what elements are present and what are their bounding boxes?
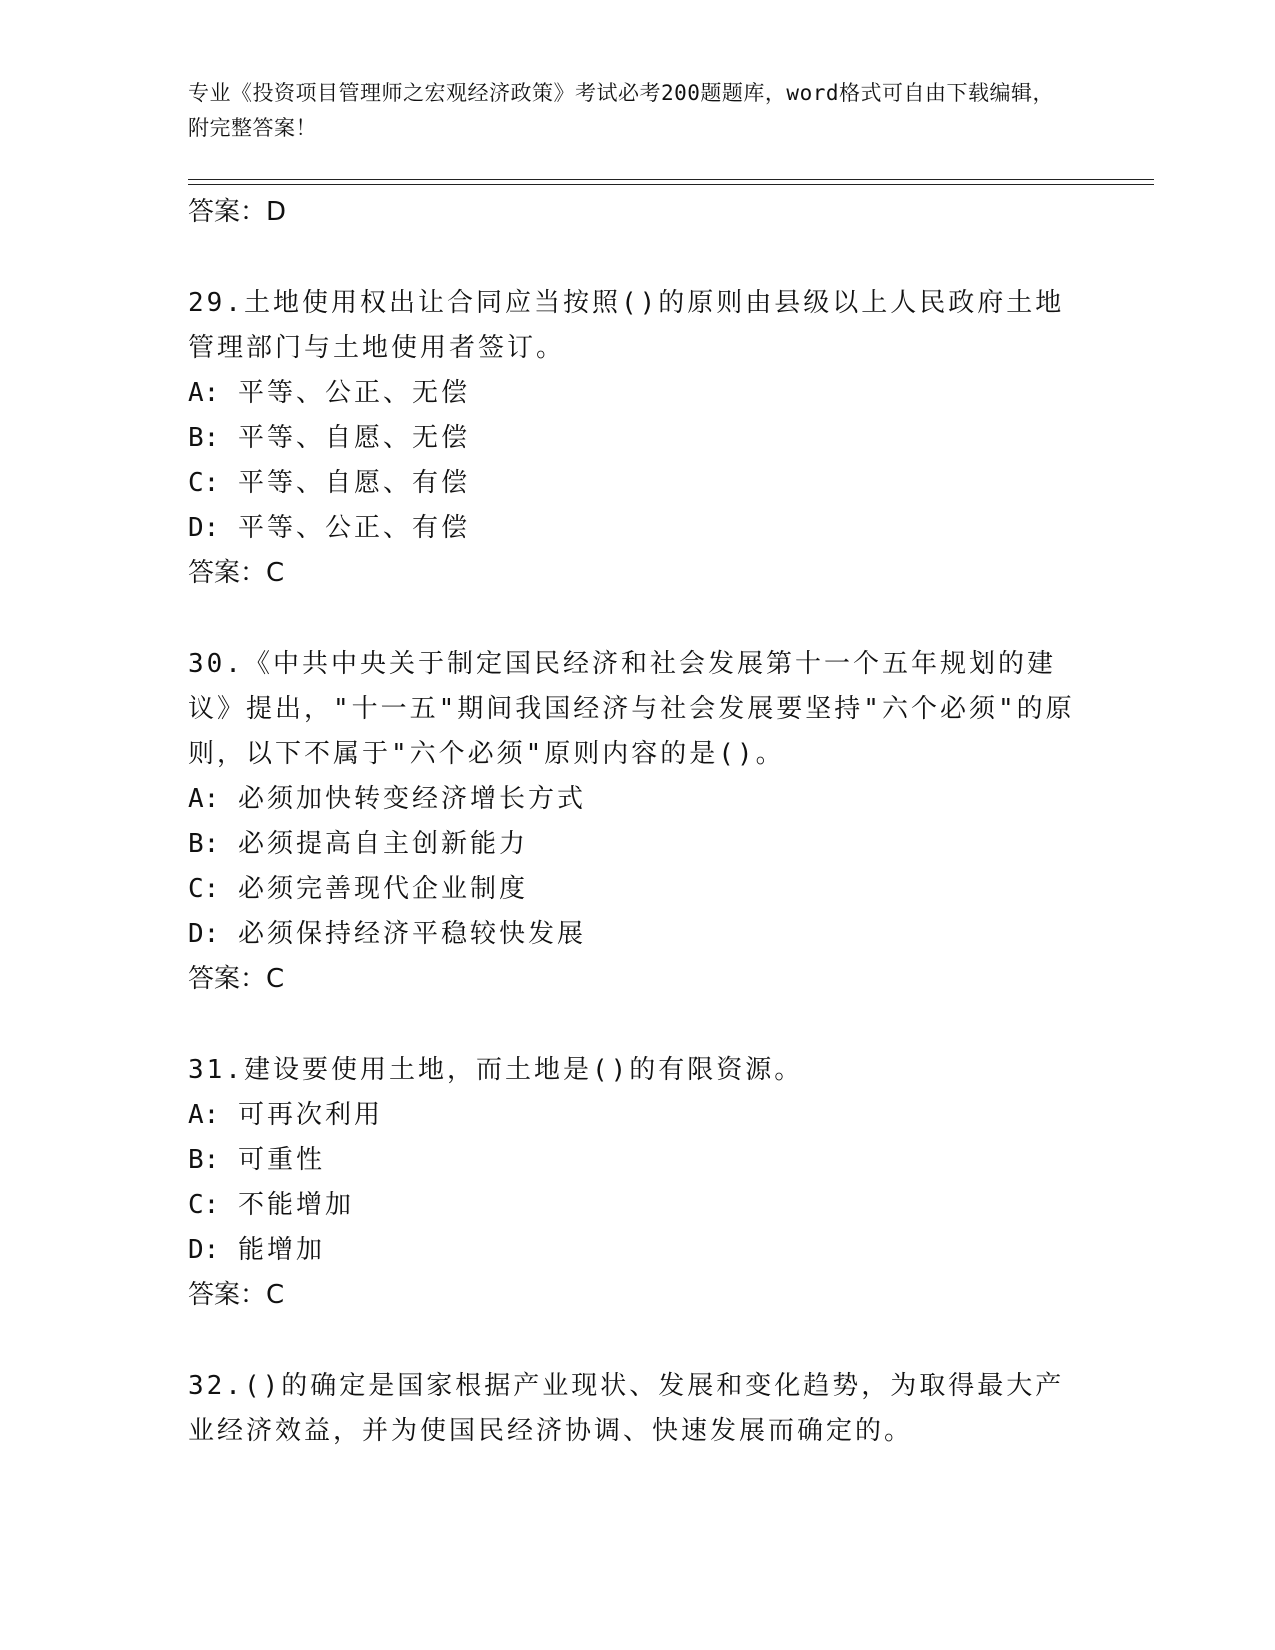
question-stem: 31.建设要使用土地，而土地是()的有限资源。 bbox=[188, 1055, 804, 1085]
previous-answer: 答案：D bbox=[188, 197, 287, 227]
header-divider-bottom bbox=[188, 184, 1154, 185]
question-32 bbox=[188, 1364, 1088, 1454]
option-key: B: bbox=[188, 1145, 220, 1175]
option-key: A: bbox=[188, 378, 220, 408]
question-30 bbox=[188, 642, 1088, 1002]
answer-line: 答案：C bbox=[188, 1280, 285, 1310]
question-29 bbox=[188, 281, 1088, 596]
option-a bbox=[188, 371, 1088, 416]
option-a bbox=[188, 777, 1088, 822]
header-divider-top bbox=[188, 179, 1154, 180]
question-stem: 32.()的确定是国家根据产业现状、发展和变化趋势，为取得最大产业经济效益，并为使国民经济协调、快速发展而确定的。 bbox=[188, 1371, 1065, 1446]
option-text: 能增加 bbox=[237, 1235, 325, 1265]
answer-line: 答案：C bbox=[188, 558, 285, 588]
option-text: 必须加快转变经济增长方式 bbox=[237, 784, 586, 814]
option-key: C: bbox=[188, 1190, 220, 1220]
option-b bbox=[188, 822, 1088, 867]
option-text: 必须提高自主创新能力 bbox=[237, 829, 528, 859]
option-text: 平等、公正、无偿 bbox=[237, 378, 470, 408]
question-stem: 29.土地使用权出让合同应当按照()的原则由县级以上人民政府土地管理部门与土地使用者签订。 bbox=[188, 288, 1065, 363]
option-text: 可重性 bbox=[237, 1145, 325, 1175]
option-text: 必须完善现代企业制度 bbox=[237, 874, 528, 904]
option-key: C: bbox=[188, 468, 220, 498]
option-text: 可再次利用 bbox=[237, 1100, 383, 1130]
document-header: 专业《投资项目管理师之宏观经济政策》考试必考200题题库，word格式可自由下载编辑，附完整答案！ bbox=[188, 81, 1054, 140]
option-d bbox=[188, 506, 1088, 551]
option-a bbox=[188, 1093, 1088, 1138]
option-key: A: bbox=[188, 1100, 220, 1130]
option-key: C: bbox=[188, 874, 220, 904]
option-c bbox=[188, 461, 1088, 506]
option-key: D: bbox=[188, 1235, 220, 1265]
option-text: 平等、公正、有偿 bbox=[237, 513, 470, 543]
option-c bbox=[188, 1183, 1088, 1228]
option-b bbox=[188, 416, 1088, 461]
option-key: B: bbox=[188, 829, 220, 859]
option-text: 平等、自愿、有偿 bbox=[237, 468, 470, 498]
option-key: D: bbox=[188, 919, 220, 949]
option-key: D: bbox=[188, 513, 220, 543]
question-list bbox=[188, 190, 1088, 1454]
question-31 bbox=[188, 1048, 1088, 1318]
option-key: B: bbox=[188, 423, 220, 453]
option-text: 不能增加 bbox=[237, 1190, 354, 1220]
option-d bbox=[188, 912, 1088, 957]
option-d bbox=[188, 1228, 1088, 1273]
question-stem: 30.《中共中央关于制定国民经济和社会发展第十一个五年规划的建议》提出，"十一五"期间我国经济与社会发展要坚持"六个必须"的原则，以下不属于"六个必须"原则内容的是()。 bbox=[188, 649, 1075, 769]
option-key: A: bbox=[188, 784, 220, 814]
option-text: 平等、自愿、无偿 bbox=[237, 423, 470, 453]
option-text: 必须保持经济平稳较快发展 bbox=[237, 919, 586, 949]
option-c bbox=[188, 867, 1088, 912]
option-b bbox=[188, 1138, 1088, 1183]
answer-line: 答案：C bbox=[188, 964, 285, 994]
